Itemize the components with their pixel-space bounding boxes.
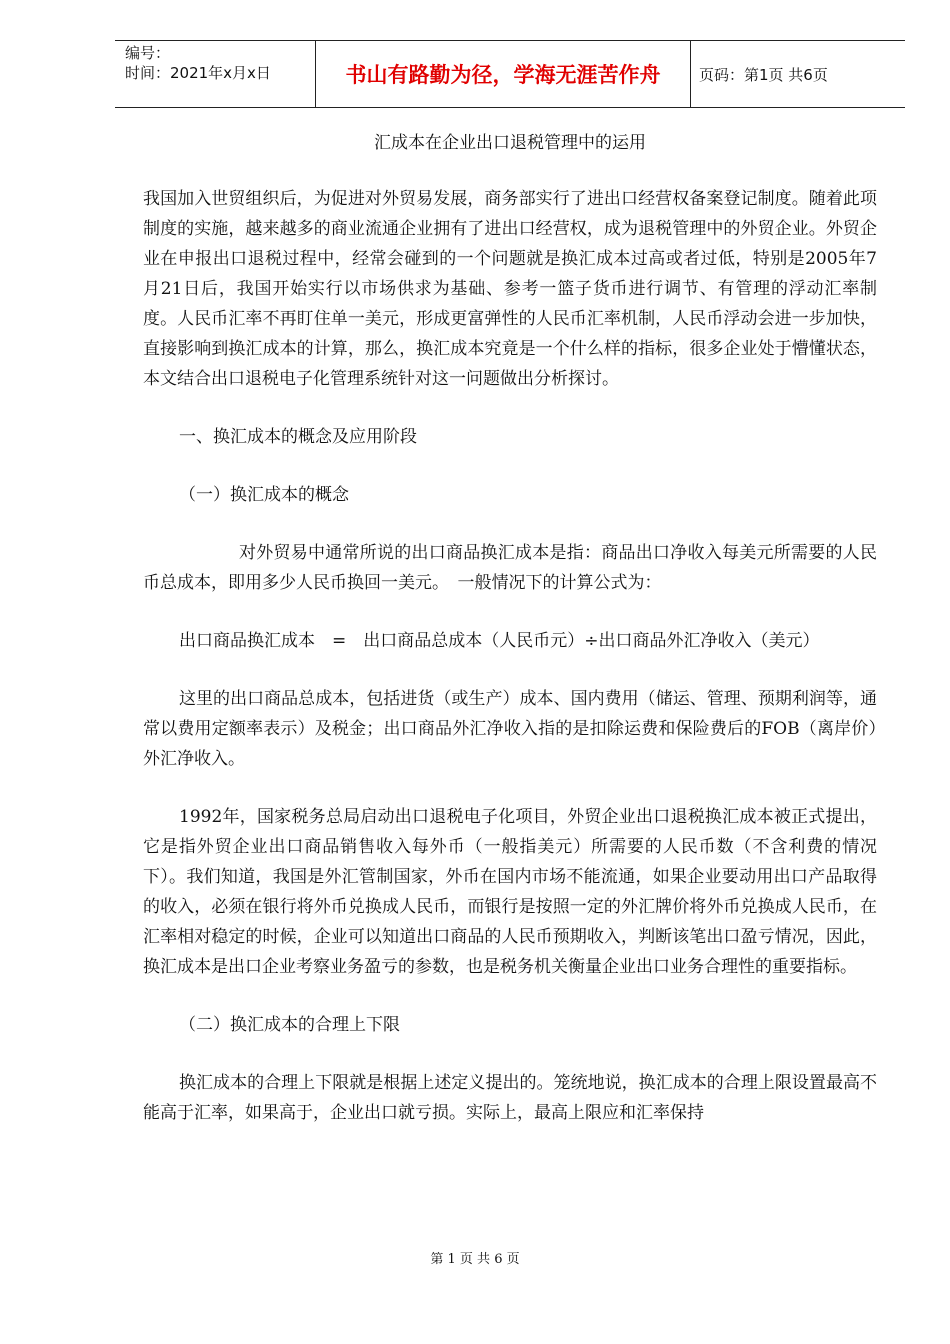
- page-header: [115, 40, 905, 108]
- formula-paragraph: 出口商品换汇成本 = 出口商品总成本（人民币元）÷出口商品外汇净收入（美元）: [179, 631, 820, 651]
- subsection-1-heading: （一）换汇成本的概念: [179, 485, 349, 505]
- header-slogan: 书山有路勤为径，学海无涯苦作舟: [315, 41, 691, 107]
- explanation-paragraph: 这里的出口商品总成本，包括进货（或生产）成本、国内费用（储运、管理、预期利润等，通常以费用定额率表示）及税金；出口商品外汇净收入指的是扣除运费和保险费后的FOB（离岸价）外汇净收入。: [143, 689, 877, 769]
- time-label: 时间：2021年x月x日: [125, 64, 271, 82]
- definition-paragraph: 对外贸易中通常所说的出口商品换汇成本是指：商品出口净收入每美元所需要的人民币总成本，即用多少人民币换回一美元。 一般情况下的计算公式为：: [143, 543, 877, 593]
- document-body: [143, 128, 877, 1156]
- subsection-2-heading: （二）换汇成本的合理上下限: [179, 1015, 400, 1035]
- limits-paragraph: 换汇成本的合理上下限就是根据上述定义提出的。笼统地说，换汇成本的合理上限设置最高不能高于汇率，如果高于，企业出口就亏损。实际上，最高上限应和汇率保持: [143, 1073, 877, 1123]
- page-footer: 第 1 页 共 6 页: [430, 1252, 520, 1267]
- section-1-heading: 一、换汇成本的概念及应用阶段: [179, 427, 417, 447]
- header-meta: [115, 41, 315, 107]
- intro-paragraph: 我国加入世贸组织后，为促进对外贸易发展，商务部实行了进出口经营权备案登记制度。随着此项制度的实施，越来越多的商业流通企业拥有了进出口经营权，成为退税管理中的外贸企业。外贸企业在申报出口退税过程中，经常会碰到的一个问题就是换汇成本过高或者过低，特别是2005年7月21日后，我国开始实行以市场供求为基础、参考一篮子货币进行调节、有管理的浮动汇率制度。人民币汇率不再盯住单一美元，形成更富弹性的人民币汇率机制，人民币浮动会进一步加快，直接影响到换汇成本的计算，那么，换汇成本究竟是一个什么样的指标，很多企业处于懵懂状态，本文结合出口退税电子化管理系统针对这一问题做出分析探讨。: [143, 189, 877, 389]
- header-page-info: 页码：第1页 共6页: [699, 65, 828, 84]
- history-paragraph: 1992年，国家税务总局启动出口退税电子化项目，外贸企业出口退税换汇成本被正式提出，它是指外贸企业出口商品销售收入每外币（一般指美元）所需要的人民币数（不含利费的情况下）。我们知道，我国是外汇管制国家，外币在国内市场不能流通，如果企业要动用出口产品取得的收入，必须在银行将外币兑换成人民币，而银行是按照一定的外汇牌价将外币兑换成人民币，在汇率相对稳定的时候，企业可以知道出口商品的人民币预期收入，判断该笔出口盈亏情况，因此，换汇成本是出口企业考察业务盈亏的参数，也是税务机关衡量企业出口业务合理性的重要指标。: [143, 807, 877, 977]
- number-label: 编号：: [125, 44, 171, 62]
- document-title: 汇成本在企业出口退税管理中的运用: [374, 133, 646, 153]
